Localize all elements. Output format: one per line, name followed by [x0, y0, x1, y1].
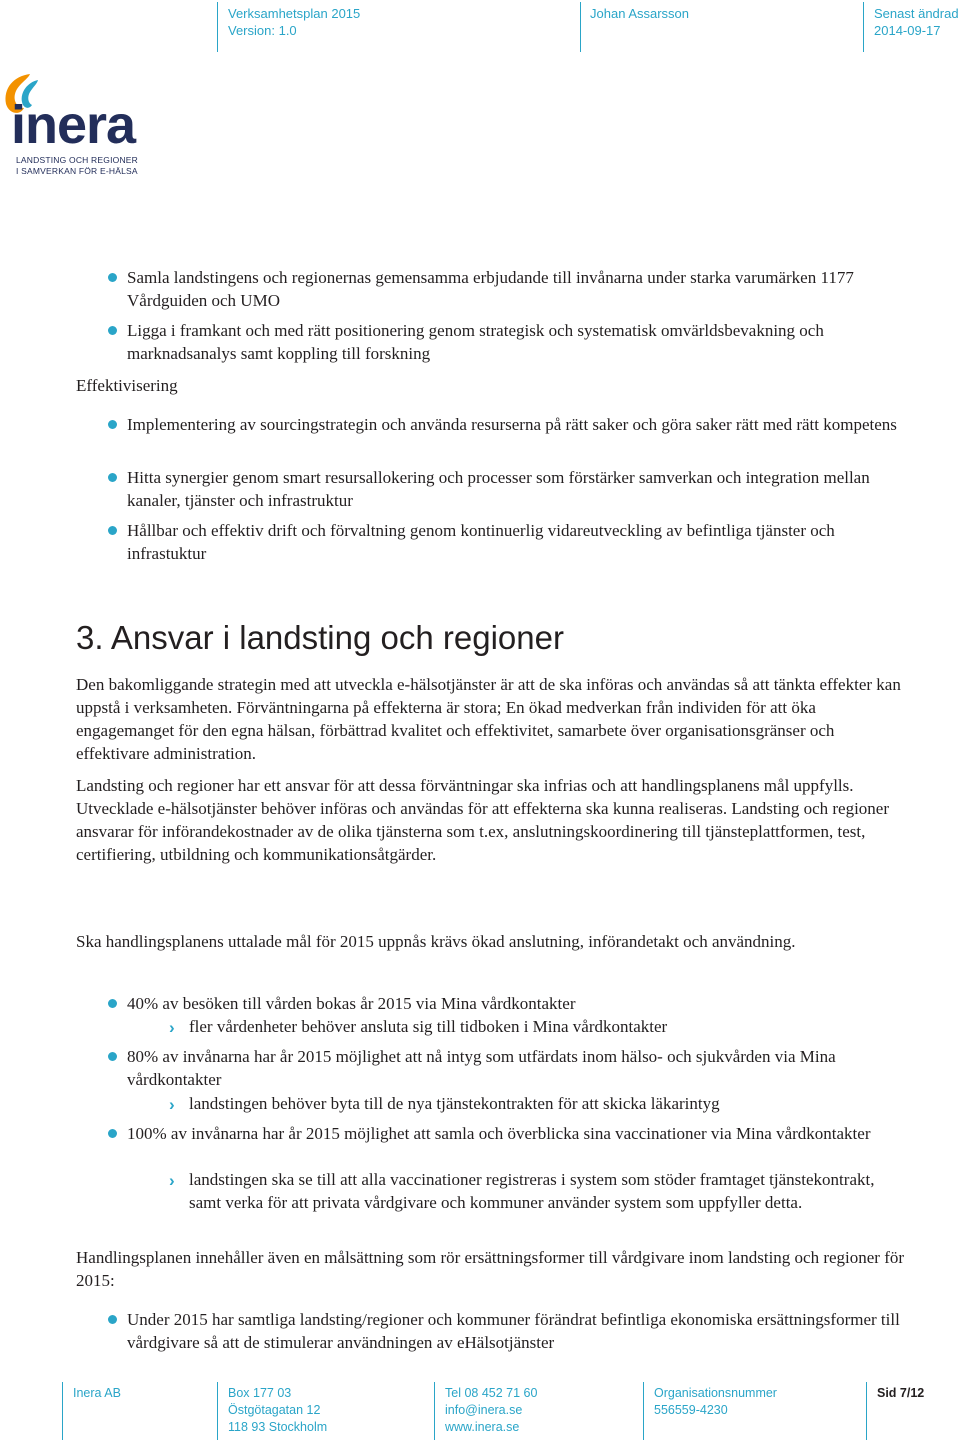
bullet-dot-icon — [108, 1052, 117, 1061]
footer-org-label: Organisationsnummer — [654, 1386, 777, 1400]
list-item: 40% av besöken till vården bokas år 2015 via Mina vårdkontakter — [127, 992, 907, 1015]
bullet-dot-icon — [108, 1129, 117, 1138]
logo-tagline — [16, 155, 138, 177]
section-title: 3. Ansvar i landsting och regioner — [76, 619, 564, 656]
page-number: Sid 7/12 — [877, 1386, 925, 1400]
logo-word: inera — [11, 95, 136, 155]
header-version: Version: 1.0 — [228, 23, 297, 38]
effektivisering-heading: Effektivisering — [76, 376, 178, 395]
chevron-right-icon: › — [169, 1018, 175, 1037]
footer-divider — [643, 1382, 644, 1440]
list-item: Under 2015 har samtliga landsting/regioner och kommuner förändrat befintliga ekonomiska ersättningsformer till vårdgivare så att de stimulerar användningen av eHälsotjänster — [127, 1308, 907, 1354]
paragraph: Ska handlingsplanens uttalade mål för 2015 uppnås krävs ökad anslutning, införandetakt och användning. — [76, 932, 796, 951]
footer-email[interactable]: info@inera.se — [445, 1403, 523, 1417]
header-changed — [874, 5, 959, 39]
header-author: Johan Assarsson — [590, 6, 690, 21]
footer-phone: Tel 08 452 71 60 — [445, 1386, 538, 1400]
logo-tagline-1: LANDSTING OCH REGIONER — [16, 155, 138, 165]
header-divider — [580, 2, 581, 52]
footer-street: Östgötagatan 12 — [228, 1403, 321, 1417]
bullet-dot-icon — [108, 273, 117, 282]
list-item: Ligga i framkant och med rätt positionering genom strategisk och systematisk omvärldsbevakning och marknadsanalys samt koppling till forskning — [127, 319, 907, 365]
list-item: Samla landstingens och regionernas gemensamma erbjudande till invånarna under starka varumärken 1177 Vårdguiden och UMO — [127, 266, 907, 312]
bullet-dot-icon — [108, 420, 117, 429]
footer-company — [73, 1385, 121, 1402]
paragraph: Handlingsplanen innehåller även en målsättning som rör ersättningsformer till vårdgivare inom landsting och regioner för 2015: — [76, 1248, 905, 1290]
sub-list-item: › landstingen ska se till att alla vaccinationer registreras i system som stöder framtaget tjänstekontrakt, samt verka för att privata vårdgivare och kommuner använder system som uppfyller detta. — [169, 1170, 875, 1212]
header-plan-title: Verksamhetsplan 2015 — [228, 6, 361, 21]
list-item: Hållbar och effektiv drift och förvaltning genom kontinuerlig vidareutveckling av befintliga tjänster och infrastuktur — [127, 519, 907, 565]
list-item: Hitta synergier genom smart resursallokering och processer som förstärker samverkan och integration mellan kanaler, tjänster och infrastruktur — [127, 466, 907, 512]
footer-divider — [434, 1382, 435, 1440]
header-changed-date: 2014-09-17 — [874, 23, 941, 38]
header-plan — [228, 5, 360, 39]
sub-list-item: › fler vårdenheter behöver ansluta sig till tidboken i Mina vårdkontakter — [169, 1017, 668, 1037]
inera-logo — [0, 66, 150, 181]
sub-list-item: › landstingen behöver byta till de nya tjänstekontrakten för att skicka läkarintyg — [169, 1094, 720, 1114]
list-item: 80% av invånarna har år 2015 möjlighet att nå intyg som utfärdats inom hälso- och sjukvården via Mina vårdkontakter — [127, 1045, 907, 1091]
bullet-dot-icon — [108, 326, 117, 335]
bullet-dot-icon — [108, 473, 117, 482]
chevron-right-icon: › — [169, 1171, 175, 1190]
footer-address — [228, 1385, 327, 1436]
footer-divider — [866, 1382, 867, 1440]
logo-tagline-2: I SAMVERKAN FÖR E-HÄLSA — [16, 166, 138, 176]
paragraph: Den bakomliggande strategin med att utveckla e-hälsotjänster är att de ska införas och användas så att tänkta effekter kan uppstå i verksamheten. Förväntningarna på effekterna är stora; En ökad medverkan från individen för att öka engagemanget för den egna hälsan, förbättrad kvalitet och effektivitet, samarbete över organisationsgränser och effektivare administration. — [76, 675, 901, 763]
bullet-dot-icon — [108, 1315, 117, 1324]
chevron-right-icon: › — [169, 1095, 175, 1114]
header-author-block — [590, 5, 689, 22]
header-divider — [863, 2, 864, 52]
footer-org-number: 556559-4230 — [654, 1403, 728, 1417]
bullet-dot-icon — [108, 999, 117, 1008]
list-item: 100% av invånarna har år 2015 möjlighet att samla och överblicka sina vaccinationer via Mina vårdkontakter — [127, 1122, 907, 1145]
footer-box: Box 177 03 — [228, 1386, 292, 1400]
footer-web[interactable]: www.inera.se — [445, 1420, 520, 1434]
footer-divider — [217, 1382, 218, 1440]
bullet-dot-icon — [108, 526, 117, 535]
header-changed-label: Senast ändrad — [874, 6, 959, 21]
paragraph: Landsting och regioner har ett ansvar för att dessa förväntningar ska infrias och att handlingsplanens mål uppfylls. Utvecklade e-hälsotjänster behöver införas och användas för att effekterna ska kunna realiseras. Landsting och regioner ansvarar för införandekostnader av de olika tjänsterna som t.ex, anslutningskoordinering till tjänsteplattformen, test, certifiering, utbildning och kommunikationsåtgärder. — [76, 776, 889, 864]
footer-company-name: Inera AB — [73, 1386, 121, 1400]
list-item: Implementering av sourcingstrategin och använda resurserna på rätt saker och göra saker rätt med rätt kompetens — [127, 413, 907, 436]
footer-divider — [62, 1382, 63, 1440]
footer-city: 118 93 Stockholm — [228, 1420, 328, 1434]
footer-contact — [445, 1385, 537, 1436]
footer-org — [654, 1385, 777, 1419]
header-divider — [217, 2, 218, 52]
